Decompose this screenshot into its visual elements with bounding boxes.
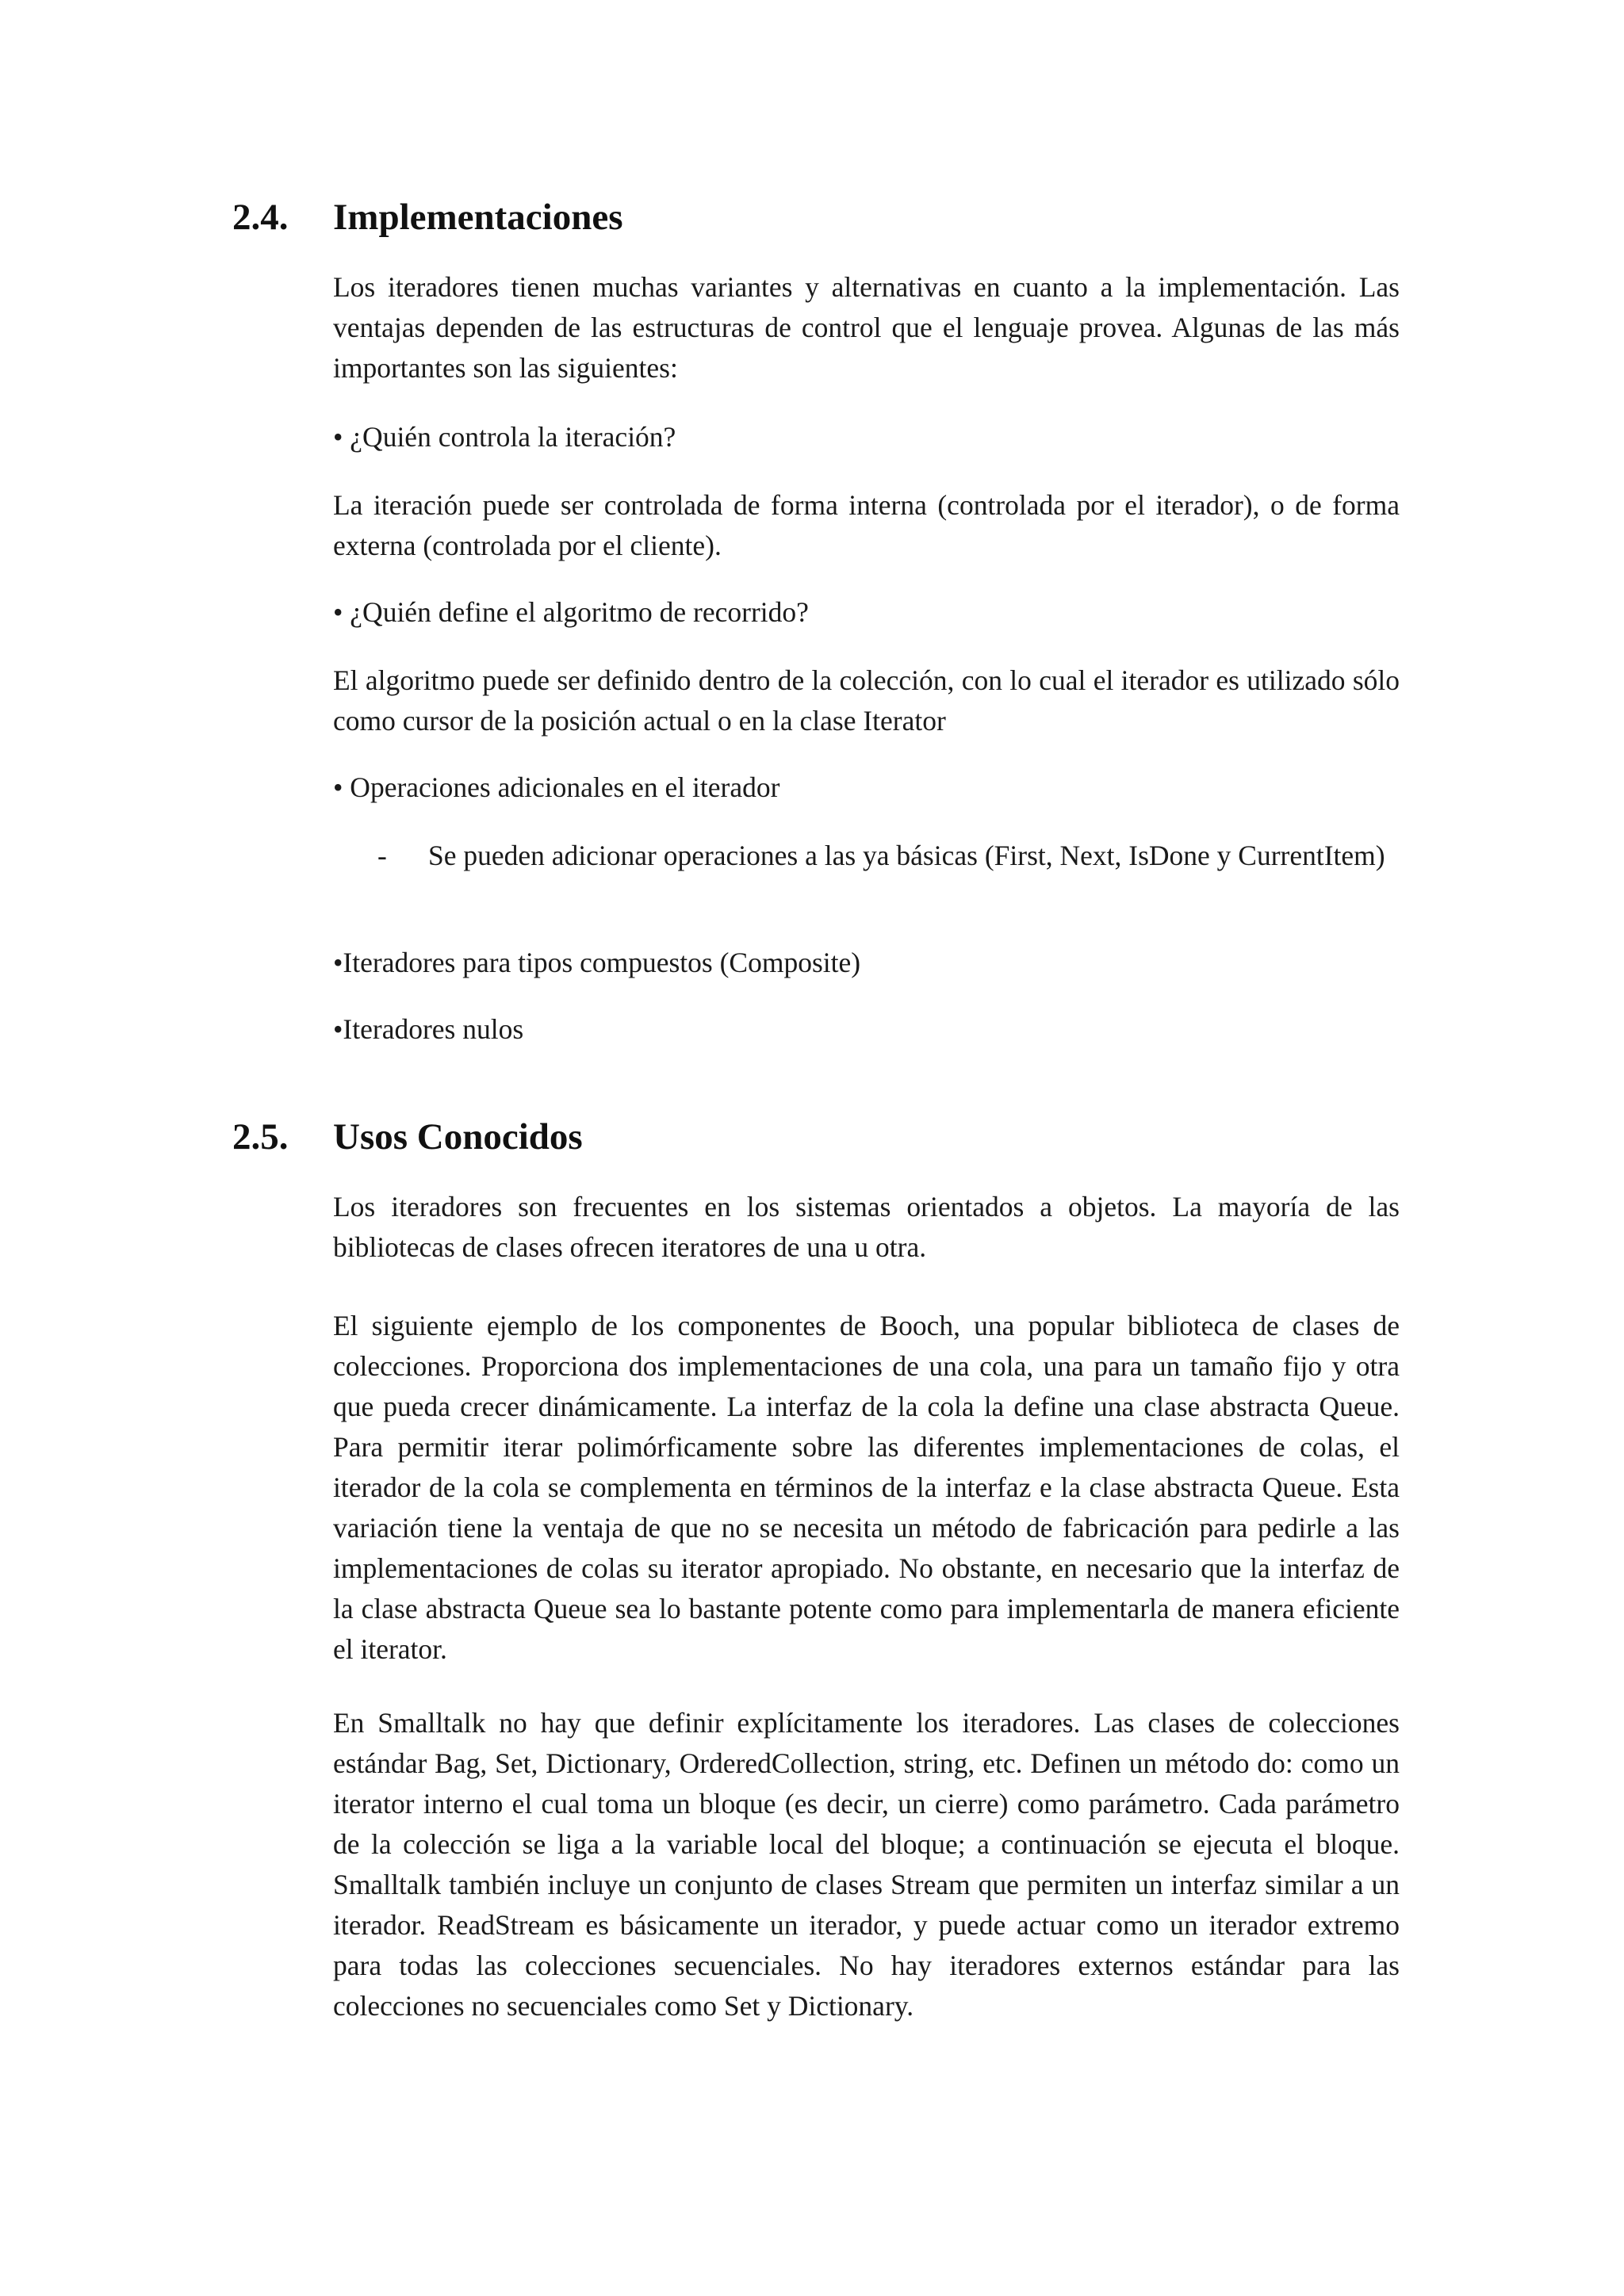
bullet-question-algoritmo: • ¿Quién define el algoritmo de recorrido? [333,596,809,628]
dash-marker: - [377,840,387,871]
section-title: Usos Conocidos [333,1116,583,1158]
paragraph-usos-3: En Smalltalk no hay que definir explícitamente los iteradores. Las clases de colecciones estándar Bag, Set, Dictionary, OrderedCollection, string, etc. Definen un método do: como un iterator interno el cual toma un bloque (es decir, un cierre) como parámetro. Cada parámetro de la colección se liga a la variable local del bloque; a continuación se ejecuta el bloque. Smalltalk también incluye un conjunto de clases Stream que permiten un interfaz similar a un iterador. ReadStream es básicamente un iterador, y puede actuar como un iterador extremo para todas las colecciones secuenciales. No hay iteradores externos estándar para las colecciones no secuenciales como Set y Dictionary. [333,1707,1400,2022]
paragraph-usos-1: Los iteradores son frecuentes en los sistemas orientados a objetos. La mayoría de las bibliotecas de clases ofrecen iteratores de una u otra. [333,1191,1400,1263]
section-title: Implementaciones [333,197,623,238]
bullet-iteradores-compuestos: •Iteradores para tipos compuestos (Composite) [333,947,861,978]
paragraph-implementaciones-intro: Los iteradores tienen muchas variantes y alternativas en cuanto a la implementación. Las ventajas dependen de las estructuras de control que el lenguaje provea. Algunas de las más importantes son las siguientes: [333,271,1400,384]
section-heading-implementaciones [232,193,1406,241]
bullet-operaciones-adicionales: • Operaciones adicionales en el iterador [333,771,780,803]
section-number: 2.5. [232,1116,289,1158]
bullet-question-control: • ¿Quién controla la iteración? [333,421,676,453]
paragraph-answer-control: La iteración puede ser controlada de forma interna (controlada por el iterador), o de forma externa (controlada por el cliente). [333,489,1400,561]
dash-item-text: Se pueden adicionar operaciones a las ya básicas (First, Next, IsDone y CurrentItem) [428,840,1385,871]
paragraph-usos-2: El siguiente ejemplo de los componentes de Booch, una popular biblioteca de clases de colecciones. Proporciona dos implementaciones de una cola, una para un tamaño fijo y otra que pueda crecer dinámicamente. La interfaz de la cola la define una clase abstracta Queue. Para permitir iterar polimórficamente sobre las diferentes implementaciones de colas, el iterador de la cola se complementa en términos de la interfaz e la clase abstracta Queue. Esta variación tiene la ventaja de que no se necesita un método de fabricación para pedirle a las implementaciones de colas su iterator apropiado. No obstante, en necesario que la interfaz de la clase abstracta Queue sea lo bastante potente como para implementarla de manera eficiente el iterator. [333,1310,1400,1665]
section-number: 2.4. [232,197,289,238]
paragraph-answer-algoritmo: El algoritmo puede ser definido dentro de la colección, con lo cual el iterador es utilizado sólo como cursor de la posición actual o en la clase Iterator [333,664,1400,737]
section-heading-usos-conocidos [232,1113,1406,1161]
bullet-iteradores-nulos: •Iteradores nulos [333,1013,524,1045]
